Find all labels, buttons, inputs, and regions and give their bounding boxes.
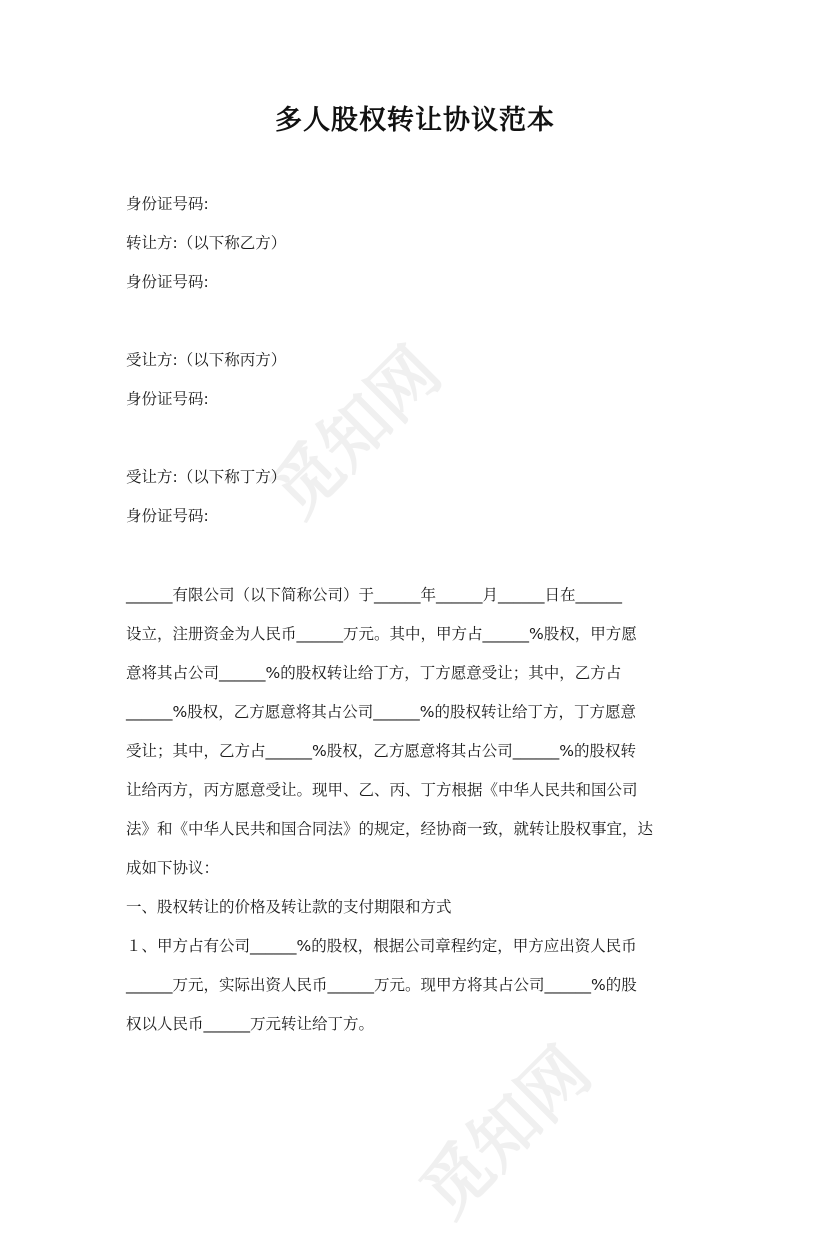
party-line: 身份证号码: bbox=[126, 390, 209, 408]
body-line: ______%股权，乙方愿意将其占公司______%的股权转让给丁方，丁方愿意 bbox=[126, 703, 636, 721]
party-line: 身份证号码: bbox=[126, 507, 209, 525]
party-line: 转让方:（以下称乙方） bbox=[126, 234, 287, 252]
body-line: 法》和《中华人民共和国合同法》的规定，经协商一致，就转让股权事宜，达 bbox=[126, 820, 654, 838]
watermark: 觅知网 bbox=[406, 1032, 607, 1233]
document-title: 多人股权转让协议范本 bbox=[275, 105, 555, 136]
clause-line: 权以人民币______万元转让给丁方。 bbox=[126, 1015, 375, 1033]
body-line: 受让；其中，乙方占______%股权，乙方愿意将其占公司______%的股权转 bbox=[126, 742, 636, 760]
clause-line: ______万元，实际出资人民币______万元。现甲方将其占公司______%的股 bbox=[126, 976, 637, 994]
body-line: 意将其占公司______%的股权转让给丁方，丁方愿意受让；其中，乙方占 bbox=[126, 664, 622, 682]
body-line: 设立，注册资金为人民币______万元。其中，甲方占______%股权，甲方愿 bbox=[126, 625, 637, 643]
party-line: 受让方:（以下称丁方） bbox=[126, 468, 287, 486]
party-line: 身份证号码: bbox=[126, 195, 209, 213]
section-heading: 一、股权转让的价格及转让款的支付期限和方式 bbox=[126, 898, 452, 916]
body-line: ______有限公司（以下简称公司）于______年______月______日在______ bbox=[126, 586, 623, 604]
body-line: 成如下协议： bbox=[126, 859, 220, 877]
party-line: 受让方:（以下称丙方） bbox=[126, 351, 287, 369]
party-line: 身份证号码: bbox=[126, 273, 209, 291]
watermark: 觅知网 bbox=[256, 332, 457, 533]
clause-line: １、甲方占有公司______%的股权，根据公司章程约定，甲方应出资人民币 bbox=[126, 937, 637, 955]
body-line: 让给丙方，丙方愿意受让。现甲、乙、丙、丁方根据《中华人民共和国公司 bbox=[126, 781, 638, 799]
